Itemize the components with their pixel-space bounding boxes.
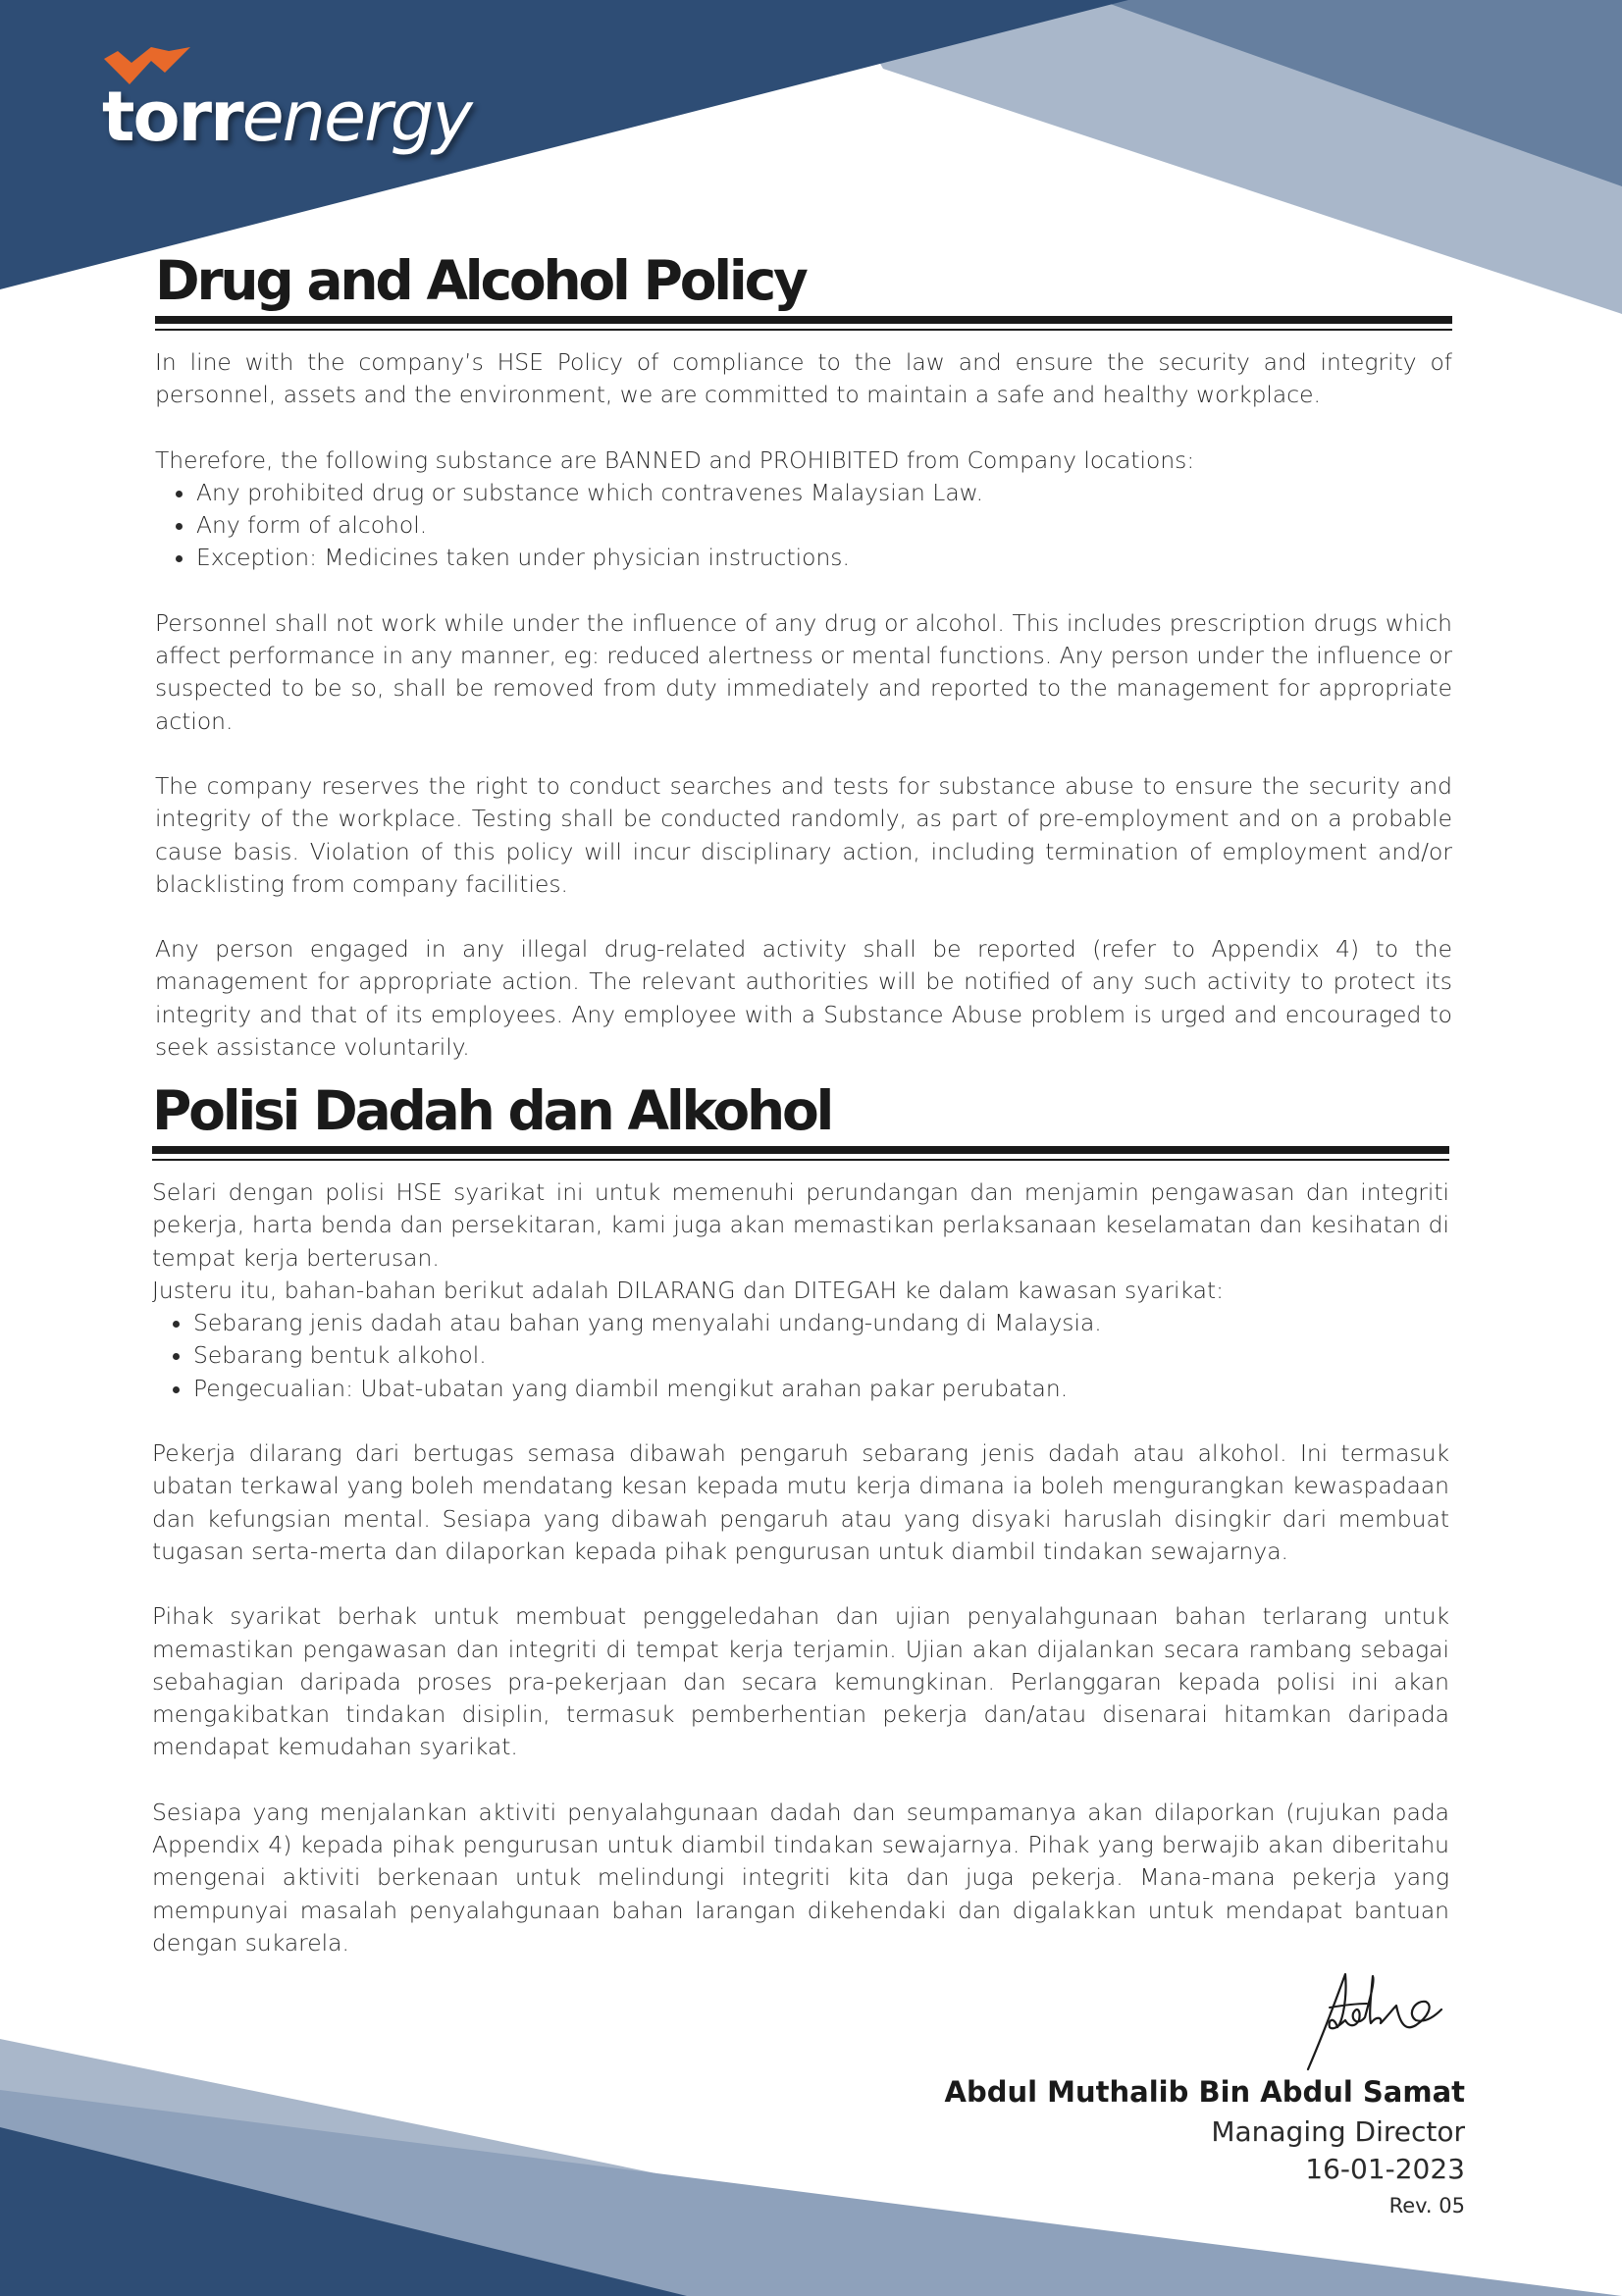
english-reporting: Any person engaged in any illegal drug-related activity shall be reported (refer to Appendix 4) to the management for appropriate action. The relevant authorities will be notified of any such activity to protect its integrity and that of its employees. Any employee with a Substance Abuse problem is urged and encouraged to seek assistance voluntarily.: [155, 935, 1452, 1062]
title-rule-thin: [155, 329, 1452, 331]
revision-label: Rev. 05: [1388, 2194, 1465, 2218]
english-intro: In line with the company’s HSE Policy of compliance to the law and ensure the security and integrity of personnel, assets and the environment, we are committed to maintain a safe and healthy workplace.: [155, 348, 1452, 409]
title-rule-thick: [152, 1146, 1449, 1154]
malay-title: Polisi Dadah dan Alkohol: [152, 1079, 832, 1142]
list-item: • Any form of alcohol.: [196, 509, 1452, 542]
english-influence: Personnel shall not work while under the influence of any drug or alcohol. This includes prescription drugs which affect performance in any manner, eg: reduced alertness or mental functions. Any person under the influence or suspected to be so, shall be removed from duty immediately and reported to the management for appropriate action.: [155, 608, 1452, 735]
title-rule-thin: [152, 1159, 1449, 1161]
logo-text-bold: torr: [102, 77, 242, 157]
english-banned-lead: Therefore, the following substance are BANNED and PROHIBITED from Company locations:: [155, 445, 1195, 474]
english-banned-list: [155, 477, 1452, 575]
malay-banned-lead: Justeru itu, bahan-bahan berikut adalah DILARANG dan DITEGAH ke dalam kawasan syarikat:: [152, 1276, 1225, 1304]
english-body: [155, 346, 1452, 1064]
malay-intro: Selari dengan polisi HSE syarikat ini untuk memenuhi perundangan dan menjamin pengawasan dan integriti pekerja, harta benda dan persekitaran, kami juga akan memastikan perlaksanaan keselamatan dan kesihatan di tempat kerja berterusan.: [152, 1178, 1449, 1272]
list-item: • Any prohibited drug or substance which contravenes Malaysian Law.: [196, 477, 1452, 509]
malay-testing: Pihak syarikat berhak untuk membuat penggeledahan dan ujian penyalahgunaan bahan terlarang untuk memastikan pengawasan dan integriti di tempat kerja terjamin. Ujian akan dijalankan secara rambang sebagai sebahagian daripada proses pra-pekerjaan dan secara kemungkinan. Perlanggaran kepada polisi ini akan mengakibatkan tindakan disiplin, termasuk pemberhentian pekerja dan/atau disenarai hitamkan daripada mendapat kemudahan syarikat.: [152, 1602, 1449, 1761]
english-title: Drug and Alcohol Policy: [155, 249, 806, 312]
list-item: • Sebarang jenis dadah atau bahan yang menyalahi undang-undang di Malaysia.: [193, 1307, 1449, 1339]
signatory-block: [945, 2070, 1466, 2223]
english-testing: The company reserves the right to conduct searches and tests for substance abuse to ensure the security and integrity of the workplace. Testing shall be conducted randomly, as part of pre-employment and on a probable cause basis. Violation of this policy will incur disciplinary action, including termination of employment and/or blacklisting from company facilities.: [155, 771, 1452, 898]
malay-banned-list: [152, 1307, 1449, 1405]
list-item: • Sebarang bentuk alkohol.: [193, 1339, 1449, 1372]
signatory-title: Managing Director: [1211, 2115, 1465, 2148]
list-item: • Exception: Medicines taken under physician instructions.: [196, 542, 1452, 574]
company-logo: [96, 47, 471, 165]
malay-policy-section: [152, 1077, 1449, 1992]
logo-text-light: energy: [241, 77, 471, 157]
list-item: • Pengecualian: Ubat-ubatan yang diambil mengikut arahan pakar perubatan.: [193, 1373, 1449, 1405]
malay-influence: Pekerja dilarang dari bertugas semasa dibawah pengaruh sebarang jenis dadah atau alkohol. Ini termasuk ubatan terkawal yang boleh mendatang kesan kepada mutu kerja dimana ia boleh mengurangkan kewaspadaan dan kefungsian mental. Sesiapa yang dibawah pengaruh atau yang disyaki haruslah disingkir dari membuat tugasan serta-merta dan dilaporkan kepada pihak pengurusan untuk diambil tindakan sewajarnya.: [152, 1439, 1449, 1565]
title-rule-thick: [155, 316, 1452, 324]
malay-body: [152, 1176, 1449, 1959]
malay-reporting: Sesiapa yang menjalankan aktiviti penyalahgunaan dadah dan seumpamanya akan dilaporkan (rujukan pada Appendix 4) kepada pihak pengurusan untuk diambil tindakan sewajarnya. Pihak yang berwajib akan diberitahu mengenai aktiviti berkenaan untuk melindungi integriti kita dan juga pekerja. Mana-mana pekerja yang mempunyai masalah penyalahgunaan bahan larangan dikehendaki dan digalakkan untuk mendapat bantuan dengan sukarela.: [152, 1798, 1449, 1957]
signatory-name: Abdul Muthalib Bin Abdul Samat: [944, 2075, 1465, 2109]
english-policy-section: [155, 247, 1452, 1096]
signatory-date: 16-01-2023: [1305, 2153, 1465, 2185]
logo-wordmark: [102, 77, 471, 157]
handwritten-signature: [1269, 1966, 1465, 2074]
